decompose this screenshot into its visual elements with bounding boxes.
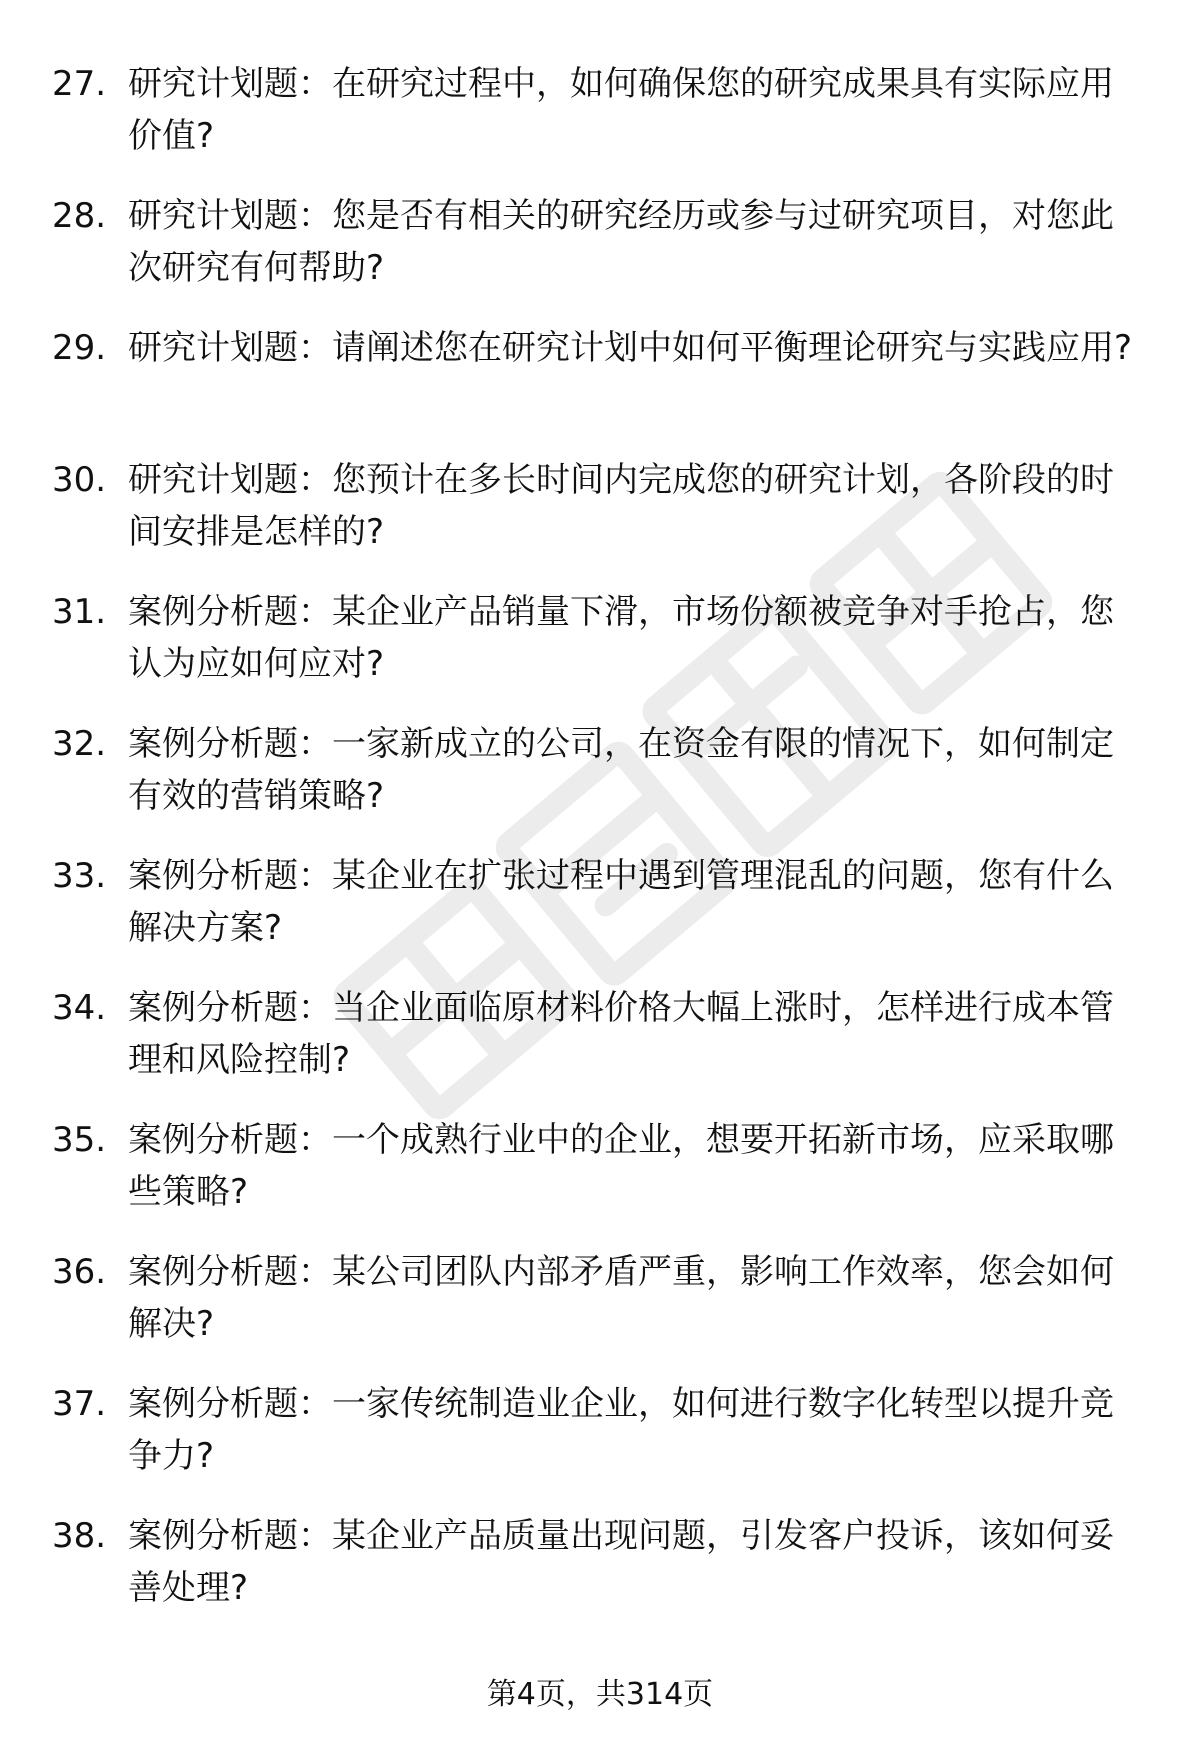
list-item [0,850,1200,982]
question-text: 研究计划题：您预计在多长时间内完成您的研究计划，各阶段的时间安排是怎样的? [128,460,1114,552]
question-number: 34. [52,988,107,1028]
question-text: 案例分析题：某企业产品销量下滑，市场份额被竞争对手抢占，您认为应如何应对? [128,592,1114,684]
question-number: 35. [52,1120,107,1160]
question-text: 研究计划题：请阐述您在研究计划中如何平衡理论研究与实践应用? [128,328,1133,368]
list-item [0,1378,1200,1510]
question-number: 27. [52,64,107,104]
list-item [0,190,1200,322]
question-text: 案例分析题：某企业在扩张过程中遇到管理混乱的问题，您有什么解决方案? [128,856,1114,948]
list-item [0,58,1200,190]
list-item [0,1114,1200,1246]
question-text: 案例分析题：一家新成立的公司，在资金有限的情况下，如何制定有效的营销策略? [128,724,1114,816]
question-number: 31. [52,592,107,632]
list-item [0,982,1200,1114]
question-number: 33. [52,856,107,896]
list-item [0,586,1200,718]
question-text: 研究计划题：您是否有相关的研究经历或参与过研究项目，对您此次研究有何帮助? [128,196,1114,288]
page-footer: 第4页，共314页 [486,1677,714,1712]
question-text: 研究计划题：在研究过程中，如何确保您的研究成果具有实际应用价值? [128,64,1114,156]
question-number: 28. [52,196,107,236]
question-number: 38. [52,1516,107,1556]
question-text: 案例分析题：某企业产品质量出现问题，引发客户投诉，该如何妥善处理? [128,1516,1114,1608]
question-number: 32. [52,724,107,764]
question-text: 案例分析题：当企业面临原材料价格大幅上涨时，怎样进行成本管理和风险控制? [128,988,1114,1080]
question-text: 案例分析题：某公司团队内部矛盾严重，影响工作效率，您会如何解决? [128,1252,1114,1344]
list-item [0,1246,1200,1378]
question-text: 案例分析题：一个成熟行业中的企业，想要开拓新市场，应采取哪些策略? [128,1120,1114,1212]
list-item [0,718,1200,850]
question-text: 案例分析题：一家传统制造业企业，如何进行数字化转型以提升竞争力? [128,1384,1114,1476]
list-item [0,1510,1200,1642]
question-list [0,58,1200,1642]
question-number: 37. [52,1384,107,1424]
question-number: 36. [52,1252,107,1292]
question-number: 30. [52,460,107,500]
question-number: 29. [52,328,107,368]
list-item [0,322,1200,454]
list-item [0,454,1200,586]
